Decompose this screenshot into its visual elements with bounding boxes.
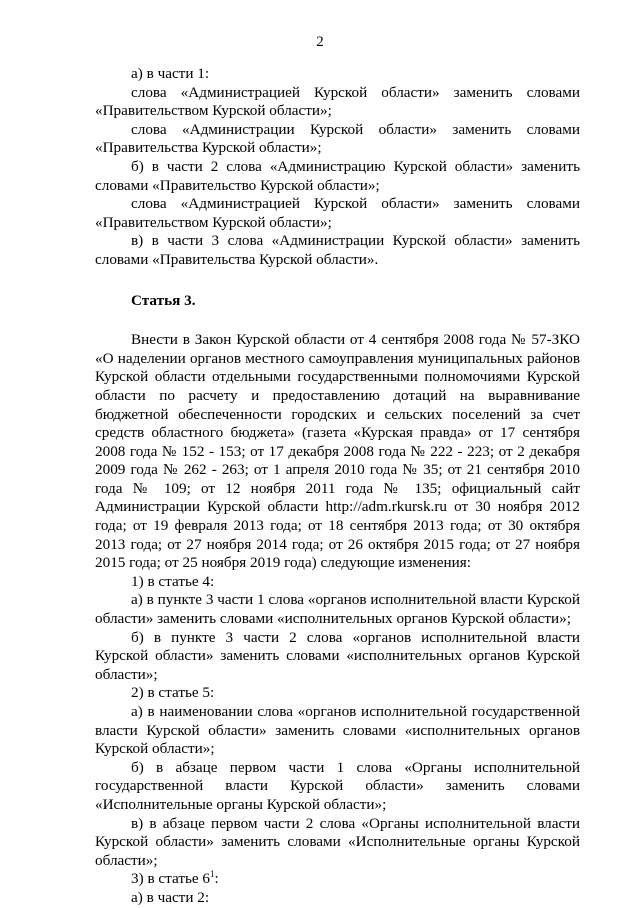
paragraph: слова «Администрацией Курской области» заменить словами «Правительством Курской области»;: [95, 83, 580, 120]
paragraph: 2) в статье 5:: [131, 684, 215, 702]
paragraph: б) в пункте 3 части 2 слова «органов исполнительной власти Курской области» заменить словами «исполнительных органов Курской области»;: [95, 628, 580, 683]
paragraph: а) в наименовании слова «органов исполнительной государственной власти Курской области» заменить словами «исполнительных органов Курской области»;: [95, 703, 580, 758]
item-3-colon: :: [214, 870, 219, 888]
paragraph-item-3: [95, 870, 580, 889]
paragraph: а) в части 2:: [131, 888, 210, 906]
paragraph: б) в абзаце первом части 1 слова «Органы исполнительной государственной власти Курской области» заменить словами «Исполнительные органы Курской области»;: [95, 758, 580, 813]
document-body: [95, 65, 580, 908]
paragraph: в) в абзаце первом части 2 слова «Органы исполнительной власти Курской области» заменить словами «Исполнительные органы Курской области»;: [95, 814, 580, 869]
paragraph: а) в части 1:: [131, 65, 210, 82]
paragraph: слова «Администрацией Курской области» заменить словами «Правительством Курской области»;: [95, 195, 580, 231]
paragraph: б) в части 2 слова «Администрацию Курской области» заменить словами «Правительство Курской области»;: [95, 157, 580, 194]
paragraph: 1) в статье 4:: [131, 572, 215, 590]
page-number: 2: [316, 34, 324, 50]
paragraph: а) в пункте 3 части 1 слова «органов исполнительной власти Курской области» заменить словами «исполнительных органов Курской области»;: [95, 591, 580, 628]
article-heading: Статья 3.: [131, 291, 196, 309]
item-3-text: 3) в статье 6: [131, 870, 211, 888]
item-3-superscript: 1: [210, 869, 215, 880]
paragraph: слова «Администрации Курской области» заменить словами «Правительства Курской области»;: [95, 120, 580, 157]
paragraph: Внести в Закон Курской области от 4 сентября 2008 года № 57-ЗКО «О наделении органов местного самоуправления муниципальных районов Курской области отдельными государственными полномочиями Курской области по расчету и предоставлению дотаций на выравнивание бюджетной обеспеченности городских и сельских поселений за счет средств областного бюджета» (газета «Курская правда» от 17 сентября 2008 года № 152 - 153; от 17 декабря 2008 года № 222 - 223; от 2 декабря 2009 года № 262 - 263; от 1 апреля 2010 года № 35; от 21 сентября 2010 года № 109; от 12 ноября 2011 года № 135; официальный сайт Администрации Курской области http://adm.rkursk.ru от 30 ноября 2012 года; от 19 февраля 2013 года; от 18 сентября 2013 года; от 30 октября 2013 года; от 27 ноября 2014 года; от 26 октября 2015 года; от 27 ноября 2015 года; от 25 ноября 2019 года) следующие изменения:: [95, 331, 580, 572]
paragraph: в) в части 3 слова «Администрации Курской области» заменить словами «Правительства Курской области».: [95, 232, 580, 268]
